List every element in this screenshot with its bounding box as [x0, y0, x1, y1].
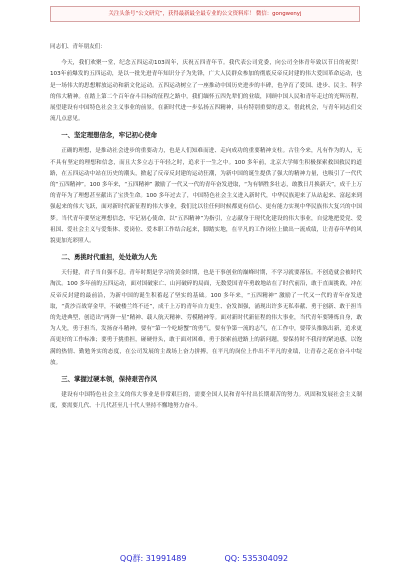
page-footer	[0, 550, 408, 568]
promo-banner: 关注头条号“公文研究”，获得最新最全最专业的公文资料库！ 微信：gongwenyj	[50, 6, 360, 22]
section-heading-1: 一、坚定理想信念，牢记初心使命	[61, 131, 158, 140]
greeting: 同志们、青年朋友们：	[50, 44, 106, 50]
footer-qq: QQ: 535304092	[224, 554, 289, 563]
document-body	[50, 42, 362, 417]
paragraph-section-3: 建设有中国特色社会主义的伟大事业是非常艰巨的，需要全国人民和青年付出长期艰苦的努力。巩固和发展社会主义制度，要需要几代、十几代甚至几十代人坚持不懈地努力奋斗。	[50, 392, 362, 410]
section-heading-3: 三、掌握过硬本领，保持艰苦作风	[61, 375, 158, 384]
section-heading-2: 二、勇挑时代重担，处处敢为人先	[61, 253, 158, 262]
paragraph-intro: 今天，我们欢聚一堂，纪念五四运动103周年，庆祝五四青年节。我代表公司党委，向公司全体青年致以节日的祝贺！103年前爆发的五四运动，是以一批先进青年知识分子为先锋，广大人民群众参加的彻底反帝反封建的伟大爱国革命运动，也是一场伟大的思想解放运动和新文化运动。五四运动树立了一座推动中国历史进步的丰碑，也孕育了爱国、进步、民主、科学的伟大精神。在踏上第二个百年奋斗目标的征程之路中，我们缅怀五四先辈们的业绩，回顾中国人民和青年走过的光辉历程，展望建设有中国特色社会主义事业的前景，在新时代进一步弘扬五四精神，具有特别重要的意义。借此机会，与青年同志们交流几点意见。	[50, 60, 362, 123]
paragraph-section-1: 正确的理想，是推动社会进步的重要动力，也是人们知难而进、走向成功的重要精神支柱。古往今来，凡有作为的人，无不具有坚定的理想和信念，而且大多立志于年轻之时，追求于一生之中。100 多年前，北京大学师生积极探索救国救民的道路，在五四运动中站在历史的潮头，掀起了反帝反封建的运动狂潮，为新中国的诞生提供了强大的精神力量，也吸引了一代代的“五四精神”。100 多年来，“五四精神” 激励了一代又一代的青年奋发进取，“为有牺牲多壮志，敢教日月换新天”，成千上万的青年为了理想甚至献出了宝贵生命。100 多年过去了，中国特色社会主义进入新时代，中华民族迎来了从站起来、富起来到强起来的伟大飞跃，面对新时代新征程的伟大事业，我们比以往任何时候都更有信心、更有能力实现中华民族伟大复兴的中国梦。当代青年要坚定理想信念，牢记初心使命，以“五四精神”为指引，立志献身于现代化建设的伟大事业，自觉地把爱党、爱祖国、爱社会主义与爱集体、爱岗位、爱本职工作结合起来，脚踏实地，在平凡的工作岗位上做出一流成绩，让青春年华的风貌更加光彩照人。	[50, 148, 362, 245]
paragraph-section-2: 天行健，君子当自强不息。青年时期是学习的黄金时期，也是干事创业的巅峰时期，不学习就要落伍。不创造就会被时代淘汰。100 多年前的五四运动，面对国破家亡、山河破碎的局面，无数爱国青年勇敢地站在了时代前沿，敢于直面挑战，冲在反帝反封建的最前沿，为新中国的诞生积蓄起了坚实的基础。100 多年来，“五四精神” 激励了一代又一代的青年奋发进取，“黄沙百战穿金甲，不破楼兰终不还”，成千上万的青年自力更生、奋发图强，涌现出许多无私奉献、勇于创新、敢于担当的先进典型，创造出“两弹一星”精神、载人航天精神、劳模精神等。面对新时代新征程的伟大事业，当代青年要锤炼自身，敢为人先，勇于担当，发扬奋斗精神，要有“第一个吃螃蟹”的勇气，要有争第一流的志气，在工作中，要带头推陈出新，追求更高更好的工作标准；要勇于挑重担，碰硬骨头，敢于面对困难，勇于探索前进路上的新问题，要保持时不我待的紧迫感，以饱满的热情、勤勉务实的态度，在公司发展的主战场上奋力拼搏，在平凡的岗位上作出不平凡的业绩，让青春之花在奋斗中绽放。	[50, 270, 362, 366]
footer-qq-group: QQ群: 31991489	[119, 554, 187, 563]
